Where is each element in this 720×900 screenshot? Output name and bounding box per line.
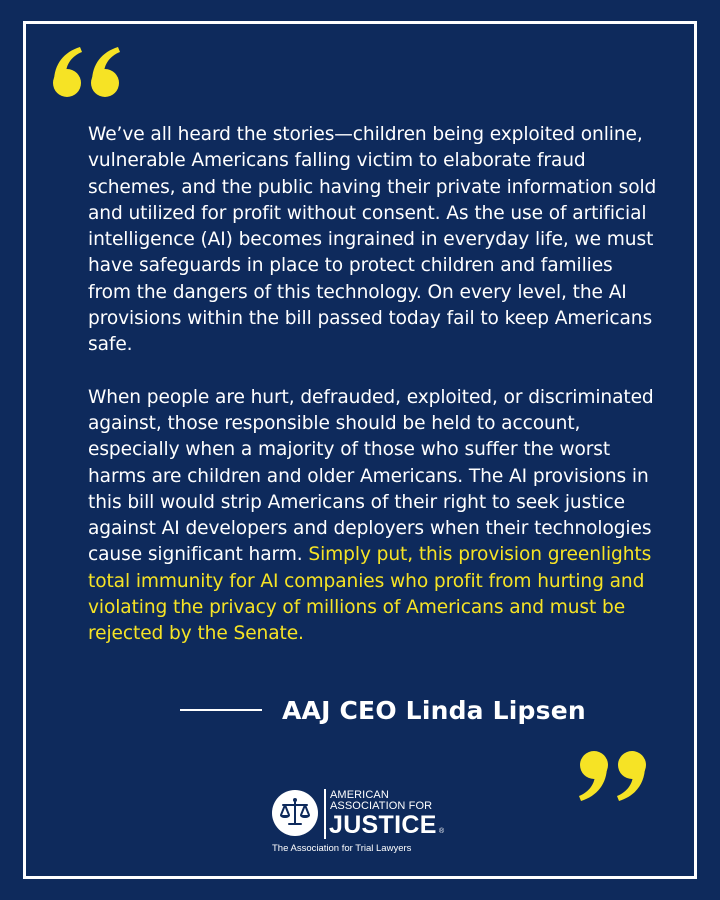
logo-divider	[324, 789, 326, 839]
scales-of-justice-icon	[272, 790, 318, 836]
quote-body	[88, 122, 660, 648]
logo-text-justice: JUSTICE	[329, 811, 437, 839]
quote-paragraph-2-text: When people are hurt, defrauded, exploited, or discriminated against, those responsible should be held to account, especially when a majority of those who suffer the worst harms are children and older Americans. The AI provisions in this bill would strip Americans of their right to seek justice against AI developers and deployers when their technologies cause significant harm.	[88, 386, 654, 566]
registered-mark: ®	[439, 828, 445, 835]
attribution-name: AAJ CEO Linda Lipsen	[282, 695, 586, 725]
double-quote-close-icon	[572, 745, 652, 805]
double-quote-open-icon	[48, 44, 128, 104]
logo-text-american: AMERICAN	[330, 789, 389, 801]
logo-text-association-for: ASSOCIATION FOR	[330, 800, 433, 812]
attribution-dash	[180, 709, 262, 711]
quote-highlight: Simply put, this provision greenlights total immunity for AI companies who profit from hurting and violating the privacy of millions of Americans and must be rejected by the Senate.	[88, 544, 652, 645]
aaj-logo	[272, 787, 462, 857]
logo-tagline: The Association for Trial Lawyers	[272, 843, 412, 854]
quote-paragraph-2	[88, 385, 660, 648]
attribution	[180, 690, 640, 730]
quote-paragraph-1: We’ve all heard the stories—children being exploited online, vulnerable Americans falling victim to elaborate fraud schemes, and the public having their private information sold and utilized for profit without consent. As the use of artificial intelligence (AI) becomes ingrained in everyday life, we must have safeguards in place to protect children and families from the dangers of this technology. On every level, the AI provisions within the bill passed today fail to keep Americans safe.	[88, 124, 657, 356]
